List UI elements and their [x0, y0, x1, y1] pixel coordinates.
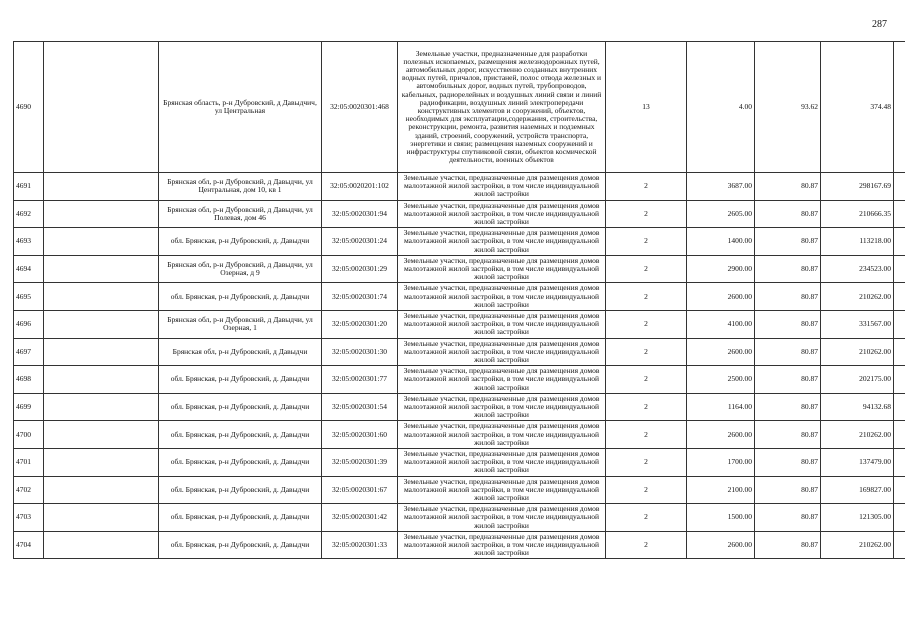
- record-number-cell: 4694: [14, 255, 44, 283]
- empty-cell: [894, 421, 905, 449]
- permitted-use-cell: Земельные участки, предназначенные для размещения домов малоэтажной жилой застройки, в том числе индивидуальной жилой застройки: [398, 283, 606, 311]
- empty-cell: [44, 283, 159, 311]
- table-row: [14, 366, 905, 394]
- address-cell: обл. Брянская, р-н Дубровский, д. Давыдчи: [159, 476, 322, 504]
- empty-cell: [44, 310, 159, 338]
- cadastral-value-cell: 210666.35: [821, 200, 894, 228]
- empty-cell: [44, 228, 159, 256]
- table-row: [14, 283, 905, 311]
- permitted-use-cell: Земельные участки, предназначенные для размещения домов малоэтажной жилой застройки, в том числе индивидуальной жилой застройки: [398, 173, 606, 201]
- area-cell: 1500.00: [687, 504, 755, 532]
- area-cell: 2600.00: [687, 283, 755, 311]
- empty-cell: [894, 173, 905, 201]
- rate-cell: 80.87: [755, 310, 821, 338]
- record-number-cell: 4696: [14, 310, 44, 338]
- category-code-cell: 2: [606, 476, 687, 504]
- empty-cell: [894, 283, 905, 311]
- permitted-use-cell: Земельные участки, предназначенные для размещения домов малоэтажной жилой застройки, в том числе индивидуальной жилой застройки: [398, 448, 606, 476]
- land-register-table: [13, 41, 905, 559]
- cadastral-value-cell: 374.48: [821, 42, 894, 173]
- table-row: [14, 421, 905, 449]
- register-body: [14, 42, 905, 559]
- table-row: [14, 255, 905, 283]
- permitted-use-cell: Земельные участки, предназначенные для размещения домов малоэтажной жилой застройки, в том числе индивидуальной жилой застройки: [398, 504, 606, 532]
- rate-cell: 80.87: [755, 531, 821, 559]
- cadastral-number-cell: 32:05:0020301:24: [322, 228, 398, 256]
- rate-cell: 80.87: [755, 338, 821, 366]
- address-cell: обл. Брянская, р-н Дубровский, д. Давыдчи: [159, 504, 322, 532]
- permitted-use-cell: Земельные участки, предназначенные для разработки полезных ископаемых, размещения железнодорожных путей, автомобильных дорог, искусственно созданных внутренних водных путей, причалов, пристаней, полос отвода железных и автомобильных дорог, водных путей, трубопроводов, кабельных, радиорелейных и воздушных линий связи и линий радиофикации, воздушных линий электропередачи конструктивных элементов и сооружений, объектов, необходимых для эксплуатации,содержания, строительства, реконструкции, ремонта, развития наземных и подземных зданий, строений, сооружений, устройств транспорта, энергетики и связи; размещения наземных сооружений и инфраструктуры спутниковой связи, объектов космической деятельности, военных объектов: [398, 42, 606, 173]
- cadastral-value-cell: 210262.00: [821, 283, 894, 311]
- cadastral-number-cell: 32:05:0020301:54: [322, 393, 398, 421]
- category-code-cell: 2: [606, 448, 687, 476]
- cadastral-number-cell: 32:05:0020301:42: [322, 504, 398, 532]
- rate-cell: 80.87: [755, 366, 821, 394]
- table-row: [14, 200, 905, 228]
- address-cell: Брянская область, р-н Дубровский, д Давыдчич, ул Центральная: [159, 42, 322, 173]
- area-cell: 2900.00: [687, 255, 755, 283]
- rate-cell: 80.87: [755, 283, 821, 311]
- area-cell: 1400.00: [687, 228, 755, 256]
- empty-cell: [44, 393, 159, 421]
- cadastral-value-cell: 331567.00: [821, 310, 894, 338]
- rate-cell: 80.87: [755, 504, 821, 532]
- record-number-cell: 4703: [14, 504, 44, 532]
- record-number-cell: 4699: [14, 393, 44, 421]
- record-number-cell: 4702: [14, 476, 44, 504]
- permitted-use-cell: Земельные участки, предназначенные для размещения домов малоэтажной жилой застройки, в том числе индивидуальной жилой застройки: [398, 228, 606, 256]
- empty-cell: [894, 310, 905, 338]
- empty-cell: [44, 504, 159, 532]
- record-number-cell: 4701: [14, 448, 44, 476]
- rate-cell: 80.87: [755, 200, 821, 228]
- area-cell: 2100.00: [687, 476, 755, 504]
- empty-cell: [894, 531, 905, 559]
- record-number-cell: 4704: [14, 531, 44, 559]
- record-number-cell: 4698: [14, 366, 44, 394]
- empty-cell: [44, 42, 159, 173]
- table-row: [14, 504, 905, 532]
- table-row: [14, 310, 905, 338]
- table-row: [14, 393, 905, 421]
- permitted-use-cell: Земельные участки, предназначенные для размещения домов малоэтажной жилой застройки, в том числе индивидуальной жилой застройки: [398, 255, 606, 283]
- category-code-cell: 2: [606, 310, 687, 338]
- cadastral-number-cell: 32:05:0020301:29: [322, 255, 398, 283]
- cadastral-value-cell: 202175.00: [821, 366, 894, 394]
- area-cell: 1700.00: [687, 448, 755, 476]
- rate-cell: 80.87: [755, 393, 821, 421]
- cadastral-value-cell: 137479.00: [821, 448, 894, 476]
- category-code-cell: 2: [606, 504, 687, 532]
- category-code-cell: 13: [606, 42, 687, 173]
- rate-cell: 80.87: [755, 448, 821, 476]
- record-number-cell: 4692: [14, 200, 44, 228]
- empty-cell: [894, 448, 905, 476]
- cadastral-value-cell: 234523.00: [821, 255, 894, 283]
- cadastral-number-cell: 32:05:0020301:94: [322, 200, 398, 228]
- address-cell: обл. Брянская, р-н Дубровский, д. Давыдчи: [159, 531, 322, 559]
- record-number-cell: 4693: [14, 228, 44, 256]
- empty-cell: [894, 255, 905, 283]
- address-cell: обл. Брянская, р-н Дубровский, д. Давыдчи: [159, 366, 322, 394]
- rate-cell: 80.87: [755, 228, 821, 256]
- rate-cell: 80.87: [755, 255, 821, 283]
- cadastral-number-cell: 32:05:0020301:33: [322, 531, 398, 559]
- area-cell: 2600.00: [687, 531, 755, 559]
- category-code-cell: 2: [606, 531, 687, 559]
- empty-cell: [894, 366, 905, 394]
- cadastral-value-cell: 210262.00: [821, 421, 894, 449]
- empty-cell: [44, 338, 159, 366]
- address-cell: обл. Брянская, р-н Дубровский, д. Давыдчи: [159, 393, 322, 421]
- area-cell: 3687.00: [687, 173, 755, 201]
- permitted-use-cell: Земельные участки, предназначенные для размещения домов малоэтажной жилой застройки, в том числе индивидуальной жилой застройки: [398, 200, 606, 228]
- empty-cell: [44, 255, 159, 283]
- category-code-cell: 2: [606, 393, 687, 421]
- permitted-use-cell: Земельные участки, предназначенные для размещения домов малоэтажной жилой застройки, в том числе индивидуальной жилой застройки: [398, 393, 606, 421]
- empty-cell: [894, 42, 905, 173]
- category-code-cell: 2: [606, 228, 687, 256]
- empty-cell: [44, 421, 159, 449]
- empty-cell: [44, 448, 159, 476]
- category-code-cell: 2: [606, 200, 687, 228]
- rate-cell: 80.87: [755, 476, 821, 504]
- permitted-use-cell: Земельные участки, предназначенные для размещения домов малоэтажной жилой застройки, в том числе индивидуальной жилой застройки: [398, 338, 606, 366]
- category-code-cell: 2: [606, 366, 687, 394]
- permitted-use-cell: Земельные участки, предназначенные для размещения домов малоэтажной жилой застройки, в том числе индивидуальной жилой застройки: [398, 421, 606, 449]
- page-number: 287: [872, 19, 887, 30]
- area-cell: 2605.00: [687, 200, 755, 228]
- cadastral-value-cell: 210262.00: [821, 531, 894, 559]
- cadastral-number-cell: 32:05:0020301:30: [322, 338, 398, 366]
- rate-cell: 80.87: [755, 421, 821, 449]
- permitted-use-cell: Земельные участки, предназначенные для размещения домов малоэтажной жилой застройки, в том числе индивидуальной жилой застройки: [398, 366, 606, 394]
- empty-cell: [894, 200, 905, 228]
- record-number-cell: 4691: [14, 173, 44, 201]
- permitted-use-cell: Земельные участки, предназначенные для размещения домов малоэтажной жилой застройки, в том числе индивидуальной жилой застройки: [398, 310, 606, 338]
- cadastral-number-cell: 32:05:0020201:102: [322, 173, 398, 201]
- area-cell: 2600.00: [687, 421, 755, 449]
- cadastral-value-cell: 210262.00: [821, 338, 894, 366]
- address-cell: Брянская обл, р-н Дубровский, д Давыдчи, ул Полевая, дом 46: [159, 200, 322, 228]
- address-cell: обл. Брянская, р-н Дубровский, д. Давыдчи: [159, 283, 322, 311]
- permitted-use-cell: Земельные участки, предназначенные для размещения домов малоэтажной жилой застройки, в том числе индивидуальной жилой застройки: [398, 476, 606, 504]
- cadastral-number-cell: 32:05:0020301:60: [322, 421, 398, 449]
- empty-cell: [894, 228, 905, 256]
- cadastral-number-cell: 32:05:0020301:74: [322, 283, 398, 311]
- category-code-cell: 2: [606, 255, 687, 283]
- empty-cell: [894, 476, 905, 504]
- cadastral-value-cell: 94132.68: [821, 393, 894, 421]
- address-cell: Брянская обл, р-н Дубровский, д Давыдчи, ул Озерная, д 9: [159, 255, 322, 283]
- address-cell: обл. Брянская, р-н Дубровский, д. Давыдчи: [159, 448, 322, 476]
- address-cell: Брянская обл, р-н Дубровский, д Давыдчи, ул Озерная, 1: [159, 310, 322, 338]
- cadastral-value-cell: 169827.00: [821, 476, 894, 504]
- cadastral-number-cell: 32:05:0020301:468: [322, 42, 398, 173]
- cadastral-value-cell: 121305.00: [821, 504, 894, 532]
- empty-cell: [44, 476, 159, 504]
- address-cell: Брянская обл, р-н Дубровский, д Давыдчи, ул Центральная, дом 10, кв 1: [159, 173, 322, 201]
- category-code-cell: 2: [606, 173, 687, 201]
- record-number-cell: 4695: [14, 283, 44, 311]
- cadastral-number-cell: 32:05:0020301:67: [322, 476, 398, 504]
- cadastral-number-cell: 32:05:0020301:20: [322, 310, 398, 338]
- area-cell: 4.00: [687, 42, 755, 173]
- category-code-cell: 2: [606, 421, 687, 449]
- empty-cell: [44, 366, 159, 394]
- table-row: [14, 448, 905, 476]
- rate-cell: 93.62: [755, 42, 821, 173]
- cadastral-value-cell: 113218.00: [821, 228, 894, 256]
- cadastral-number-cell: 32:05:0020301:39: [322, 448, 398, 476]
- category-code-cell: 2: [606, 283, 687, 311]
- empty-cell: [894, 338, 905, 366]
- empty-cell: [894, 393, 905, 421]
- table-row: [14, 338, 905, 366]
- address-cell: обл. Брянская, р-н Дубровский, д. Давыдчи: [159, 228, 322, 256]
- record-number-cell: 4690: [14, 42, 44, 173]
- area-cell: 2600.00: [687, 338, 755, 366]
- rate-cell: 80.87: [755, 173, 821, 201]
- cadastral-value-cell: 298167.69: [821, 173, 894, 201]
- table-row: [14, 531, 905, 559]
- area-cell: 1164.00: [687, 393, 755, 421]
- empty-cell: [44, 531, 159, 559]
- empty-cell: [44, 173, 159, 201]
- address-cell: обл. Брянская, р-н Дубровский, д. Давыдчи: [159, 421, 322, 449]
- empty-cell: [44, 200, 159, 228]
- record-number-cell: 4697: [14, 338, 44, 366]
- category-code-cell: 2: [606, 338, 687, 366]
- record-number-cell: 4700: [14, 421, 44, 449]
- area-cell: 2500.00: [687, 366, 755, 394]
- table-row: [14, 476, 905, 504]
- cadastral-number-cell: 32:05:0020301:77: [322, 366, 398, 394]
- table-row: [14, 228, 905, 256]
- area-cell: 4100.00: [687, 310, 755, 338]
- table-row: [14, 42, 905, 173]
- empty-cell: [894, 504, 905, 532]
- table-row: [14, 173, 905, 201]
- address-cell: Брянская обл, р-н Дубровский, д Давыдчи: [159, 338, 322, 366]
- permitted-use-cell: Земельные участки, предназначенные для размещения домов малоэтажной жилой застройки, в том числе индивидуальной жилой застройки: [398, 531, 606, 559]
